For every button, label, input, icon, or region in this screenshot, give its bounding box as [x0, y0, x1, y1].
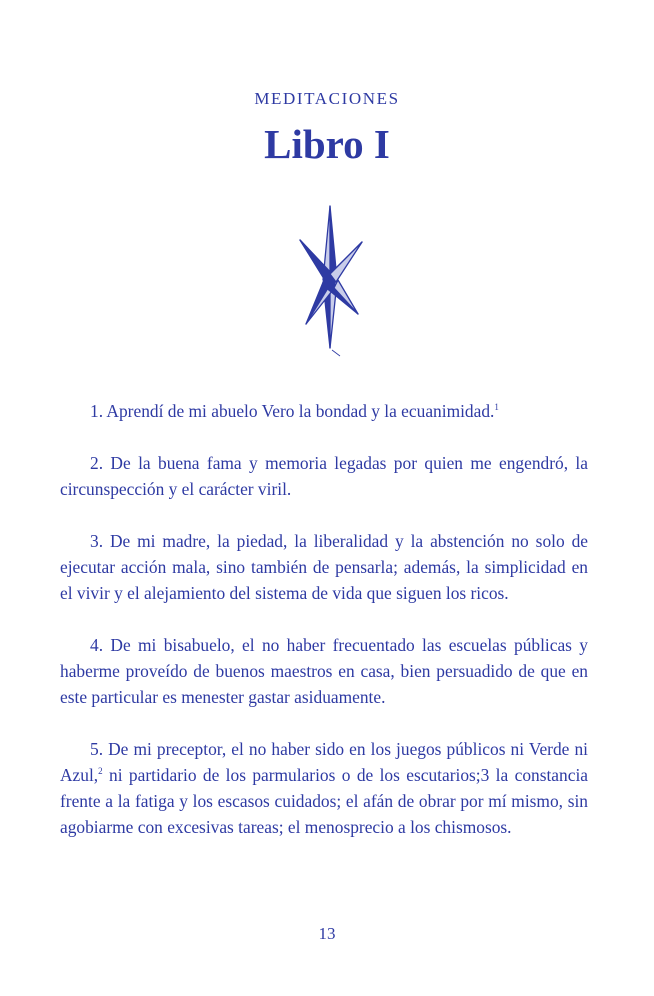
chapter-title: Libro I — [264, 121, 390, 167]
page-number: 13 — [318, 924, 336, 943]
paragraph-text: 1. Aprendí de mi abuelo Vero la bondad y la ecuanimidad. — [90, 401, 495, 421]
paragraph-text: ni partidario de los parmularios o de los escutarios;3 la constancia frente a la fatiga y los escasos cuidados; el afán de obrar por mí mismo, sin agobiarme con excesivas tareas; el menosprecio a los chismosos. — [60, 765, 588, 837]
text-block — [60, 398, 588, 866]
paragraph-text: 5. De mi preceptor, el no haber sido en los juegos públicos ni Verde ni Azul, — [60, 739, 588, 785]
paragraph-3: 3. De mi madre, la piedad, la liberalidad y la abstención no solo de ejecutar acción mala, sino también de pensarla; además, la simplicidad en el vivir y el alejamiento del sistema de vida que siguen los ricos. — [60, 531, 588, 603]
paragraph-5 — [60, 736, 588, 840]
paragraph-2: 2. De la buena fama y memoria legadas por quien me engendró, la circunspección y el carácter viril. — [60, 453, 588, 499]
compass-star-icon — [292, 202, 368, 362]
footnote-ref[interactable]: 2 — [98, 766, 103, 777]
paragraph-4: 4. De mi bisabuelo, el no haber frecuentado las escuelas públicas y haberme proveído de buenos maestros en casa, bien persuadido de que en este particular es menester gastar asiduamente. — [60, 635, 588, 707]
paragraph-1 — [60, 398, 588, 424]
footnote-ref[interactable]: 1 — [494, 402, 499, 413]
running-head: MEDITACIONES — [254, 89, 400, 108]
